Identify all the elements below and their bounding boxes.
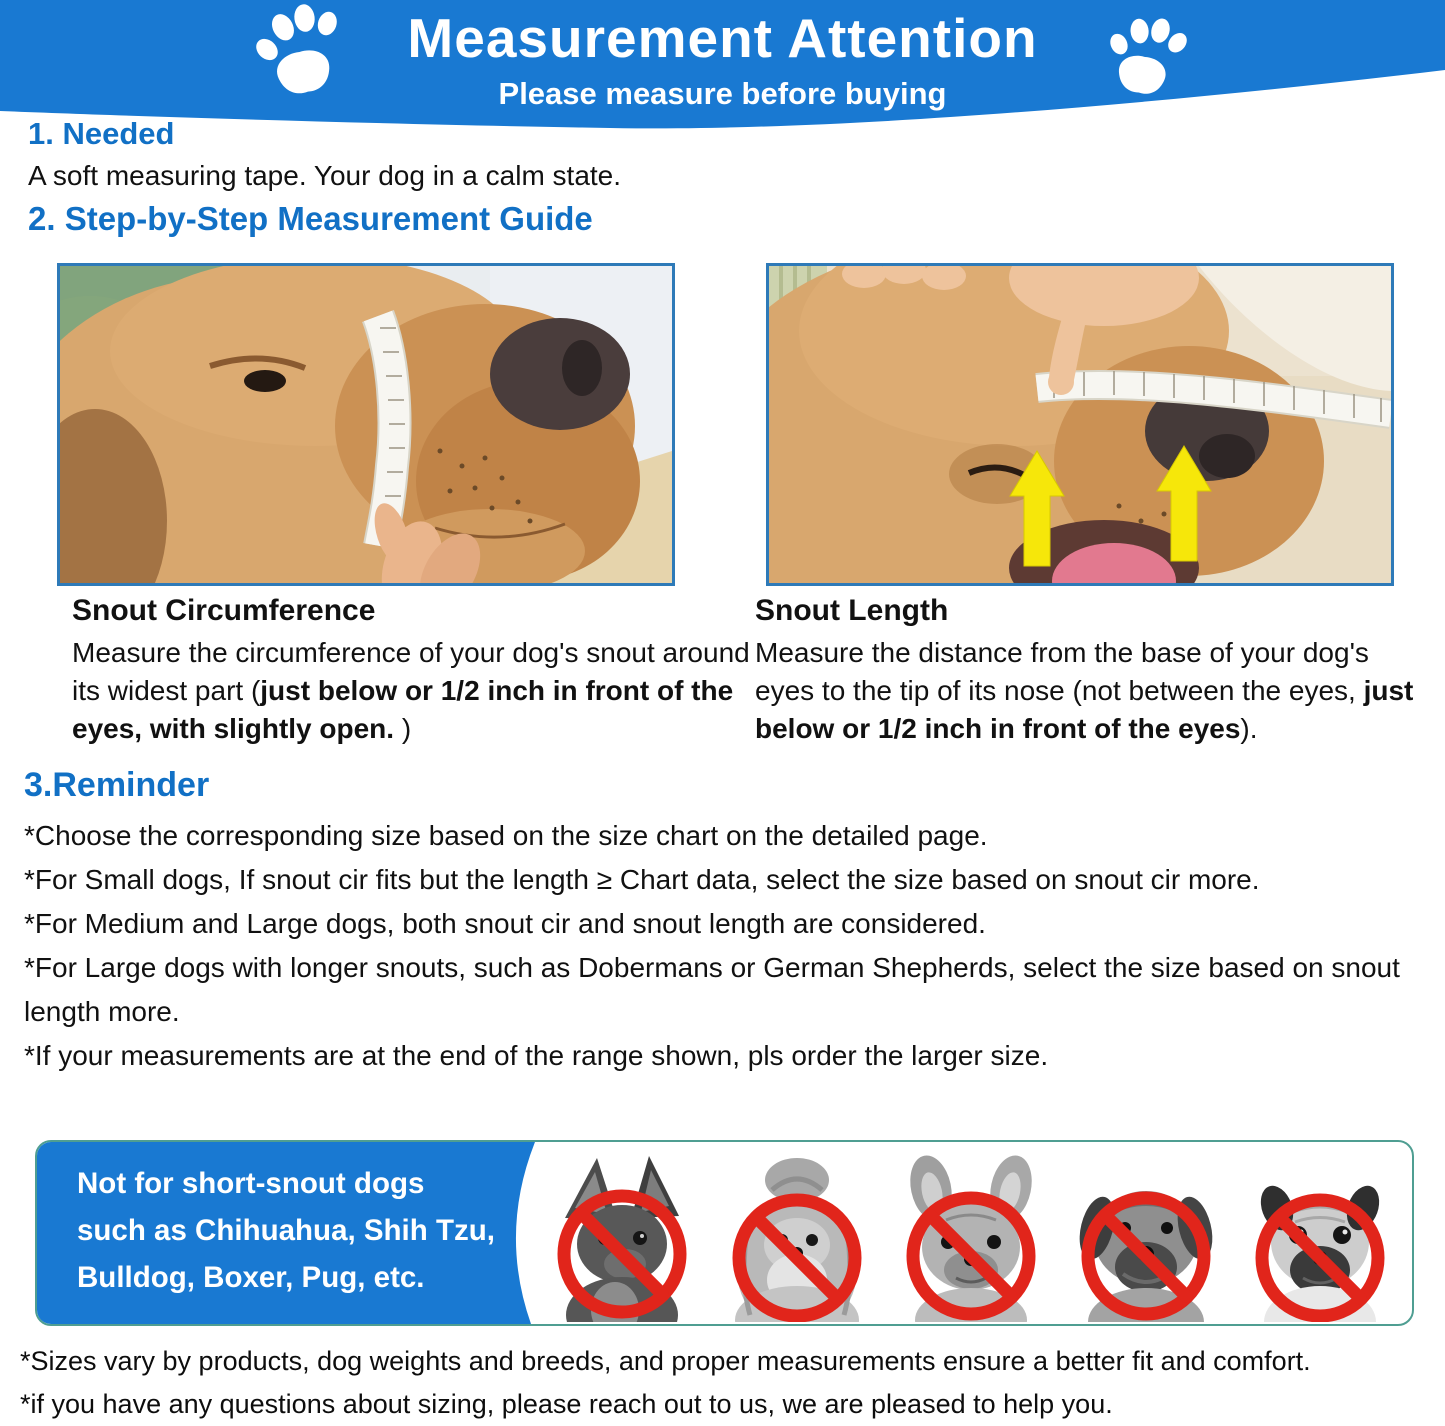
reminder-item: *For Medium and Large dogs, both snout cir and snout length are considered. [24, 908, 986, 939]
desc-text: ) [394, 713, 412, 744]
desc-text: Measure the circumference of your dog's snout around its widest part ( [72, 637, 750, 706]
reminder-item: *If your measurements are at the end of the range shown, pls order the larger size. [24, 1040, 1049, 1071]
section-guide-heading: 2. Step-by-Step Measurement Guide [28, 200, 593, 237]
desc-bold-text: just below or 1/2 inch in front of the eyes [755, 675, 1414, 744]
reminder-list [24, 814, 1424, 1078]
snout-circumference-illustration [60, 266, 672, 583]
footer-note: *Sizes vary by products, dog weights and breeds, and proper measurements ensure a better fit and comfort. [20, 1346, 1311, 1376]
warning-line: Bulldog, Boxer, Pug, etc. [77, 1261, 425, 1294]
page-title: Measurement Attention [407, 7, 1038, 69]
french-bulldog-photo [886, 1150, 1056, 1322]
snout-circumference-description [72, 634, 754, 748]
reminder-item: *For Small dogs, If snout cir fits but the length ≥ Chart data, select the size based on snout cir more. [24, 864, 1260, 895]
photo-snout-length [766, 263, 1394, 586]
not-for-short-snout-warning-box [35, 1140, 1414, 1326]
section-needed-heading: 1. Needed [28, 116, 175, 151]
desc-bold-text: just below or 1/2 inch in front of the eyes, with slightly open. [72, 675, 734, 744]
footer-notes [20, 1340, 1440, 1426]
reminder-item: *Choose the corresponding size based on the size chart on the detailed page. [24, 820, 988, 851]
shih-tzu-photo [712, 1150, 882, 1322]
page-subtitle: Please measure before buying [498, 76, 947, 111]
desc-text: Measure the distance from the base of your dog's eyes to the tip of its nose (not between the eyes, [755, 637, 1369, 706]
section-reminder-heading: 3.Reminder [24, 766, 210, 804]
warning-line: such as Chihuahua, Shih Tzu, [77, 1214, 495, 1247]
photo-snout-circumference [57, 263, 675, 586]
desc-text: ). [1240, 713, 1258, 744]
warning-line: Not for short-snout dogs [77, 1167, 425, 1200]
chihuahua-photo [537, 1150, 707, 1322]
pug-photo [1235, 1150, 1405, 1322]
section-needed-body: A soft measuring tape. Your dog in a calm state. [28, 160, 622, 191]
prohibited-dogs-row [537, 1146, 1405, 1322]
snout-circumference-title: Snout Circumference [72, 594, 376, 627]
reminder-item: *For Large dogs with longer snouts, such as Dobermans or German Shepherds, select the size based on snout length more. [24, 952, 1400, 1027]
snout-length-illustration [769, 266, 1391, 583]
dog-eye [244, 370, 286, 392]
snout-length-description [755, 634, 1417, 748]
warning-text [77, 1160, 495, 1301]
dog-nose [490, 318, 630, 430]
boxer-photo [1061, 1150, 1231, 1322]
snout-length-title: Snout Length [755, 594, 949, 627]
footer-note: *if you have any questions about sizing, please reach out to us, we are pleased to help you. [20, 1389, 1113, 1419]
